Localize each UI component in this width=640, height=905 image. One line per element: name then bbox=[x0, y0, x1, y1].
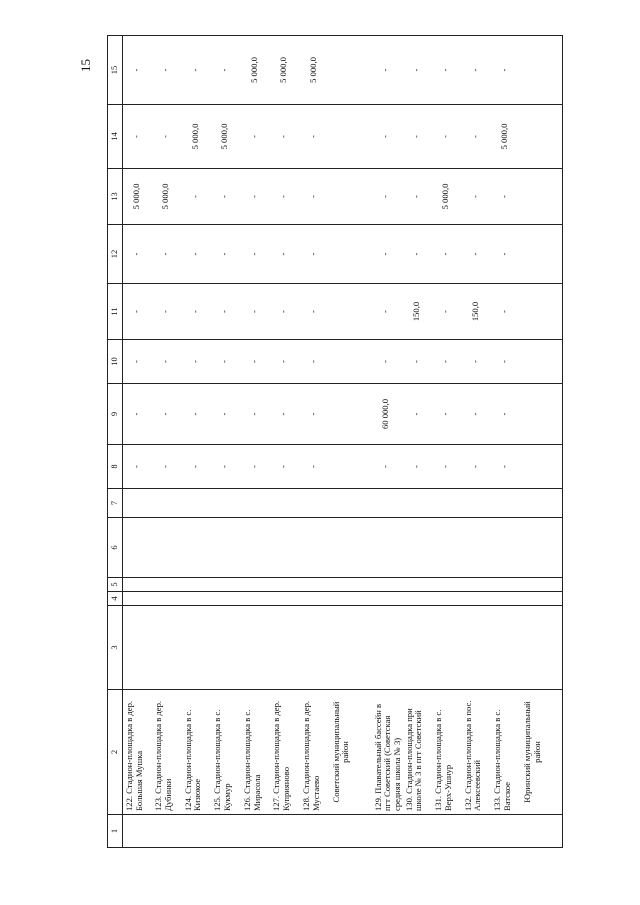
value-cell-col-11: - bbox=[123, 284, 153, 340]
value-cell-col-13: 5 000,0 bbox=[123, 169, 153, 225]
value-cell-col-8: - bbox=[182, 445, 212, 489]
value-cell-col-14: - bbox=[123, 105, 153, 169]
value-cell-col-6 bbox=[521, 518, 563, 578]
value-cell-col-12: - bbox=[432, 225, 462, 284]
value-cell-col-14 bbox=[330, 105, 372, 169]
value-cell-col-13: - bbox=[241, 169, 271, 225]
value-cell-col-9 bbox=[330, 384, 372, 445]
value-cell-col-8: - bbox=[432, 445, 462, 489]
value-cell-col-10: - bbox=[372, 340, 403, 384]
value-cell-col-12: - bbox=[403, 225, 433, 284]
row-stub-cell bbox=[241, 815, 271, 848]
row-stub-cell bbox=[300, 815, 330, 848]
value-cell-col-6 bbox=[330, 518, 372, 578]
value-cell-col-5 bbox=[123, 578, 153, 592]
value-cell-col-9: - bbox=[211, 384, 241, 445]
value-cell-col-4 bbox=[521, 592, 563, 606]
value-cell-col-4 bbox=[152, 592, 182, 606]
object-name: 124. Стадион-площадка в с. Кизюкое bbox=[182, 690, 212, 815]
value-cell-col-9: - bbox=[432, 384, 462, 445]
value-cell-col-8: - bbox=[491, 445, 521, 489]
rotated-table-area bbox=[107, 36, 542, 848]
value-cell-col-6 bbox=[372, 518, 403, 578]
value-cell-col-15: - bbox=[152, 36, 182, 105]
value-cell-col-5 bbox=[182, 578, 212, 592]
value-cell-col-13 bbox=[330, 169, 372, 225]
value-cell-col-13: - bbox=[211, 169, 241, 225]
value-cell-col-15: - bbox=[403, 36, 433, 105]
value-cell-col-15: - bbox=[182, 36, 212, 105]
value-cell-col-8: - bbox=[372, 445, 403, 489]
column-number: 1 bbox=[108, 815, 123, 848]
value-cell-col-13: - bbox=[270, 169, 300, 225]
value-cell-col-6 bbox=[211, 518, 241, 578]
value-cell-col-3 bbox=[491, 606, 521, 690]
value-cell-col-15: 5 000,0 bbox=[300, 36, 330, 105]
value-cell-col-3 bbox=[330, 606, 372, 690]
value-cell-col-4 bbox=[491, 592, 521, 606]
column-number-row bbox=[108, 36, 123, 848]
value-cell-col-4 bbox=[300, 592, 330, 606]
column-number: 5 bbox=[108, 578, 123, 592]
table-row bbox=[403, 36, 433, 848]
value-cell-col-9: - bbox=[403, 384, 433, 445]
value-cell-col-13: - bbox=[403, 169, 433, 225]
value-cell-col-15: - bbox=[491, 36, 521, 105]
district-name: Юринский муниципальный район bbox=[521, 690, 563, 815]
value-cell-col-14: - bbox=[372, 105, 403, 169]
data-table bbox=[107, 35, 563, 848]
value-cell-col-7 bbox=[123, 489, 153, 518]
value-cell-col-4 bbox=[462, 592, 492, 606]
row-stub-cell bbox=[491, 815, 521, 848]
value-cell-col-11: - bbox=[300, 284, 330, 340]
value-cell-col-4 bbox=[372, 592, 403, 606]
value-cell-col-7 bbox=[241, 489, 271, 518]
value-cell-col-14: 5 000,0 bbox=[182, 105, 212, 169]
column-number: 10 bbox=[108, 340, 123, 384]
value-cell-col-14: - bbox=[300, 105, 330, 169]
value-cell-col-7 bbox=[300, 489, 330, 518]
value-cell-col-10: - bbox=[182, 340, 212, 384]
column-number: 6 bbox=[108, 518, 123, 578]
value-cell-col-9: - bbox=[123, 384, 153, 445]
value-cell-col-15: - bbox=[432, 36, 462, 105]
value-cell-col-7 bbox=[491, 489, 521, 518]
value-cell-col-3 bbox=[182, 606, 212, 690]
row-stub-cell bbox=[211, 815, 241, 848]
value-cell-col-7 bbox=[211, 489, 241, 518]
value-cell-col-9 bbox=[521, 384, 563, 445]
table-row bbox=[372, 36, 403, 848]
value-cell-col-7 bbox=[432, 489, 462, 518]
value-cell-col-6 bbox=[403, 518, 433, 578]
value-cell-col-11: - bbox=[152, 284, 182, 340]
value-cell-col-15 bbox=[330, 36, 372, 105]
value-cell-col-10: - bbox=[211, 340, 241, 384]
column-number: 12 bbox=[108, 225, 123, 284]
value-cell-col-6 bbox=[182, 518, 212, 578]
table-row bbox=[491, 36, 521, 848]
value-cell-col-6 bbox=[491, 518, 521, 578]
value-cell-col-8: - bbox=[270, 445, 300, 489]
value-cell-col-8: - bbox=[241, 445, 271, 489]
column-number: 14 bbox=[108, 105, 123, 169]
object-name: 123. Стадион-площадка в дер. Дубинки bbox=[152, 690, 182, 815]
value-cell-col-5 bbox=[432, 578, 462, 592]
value-cell-col-10: - bbox=[123, 340, 153, 384]
table-row bbox=[462, 36, 492, 848]
value-cell-col-11: 150,0 bbox=[462, 284, 492, 340]
value-cell-col-11: - bbox=[432, 284, 462, 340]
row-stub-cell bbox=[152, 815, 182, 848]
value-cell-col-7 bbox=[403, 489, 433, 518]
value-cell-col-4 bbox=[403, 592, 433, 606]
value-cell-col-3 bbox=[462, 606, 492, 690]
value-cell-col-6 bbox=[432, 518, 462, 578]
value-cell-col-9: - bbox=[300, 384, 330, 445]
value-cell-col-10: - bbox=[432, 340, 462, 384]
value-cell-col-6 bbox=[270, 518, 300, 578]
table-body bbox=[123, 36, 563, 848]
value-cell-col-10 bbox=[521, 340, 563, 384]
value-cell-col-9: 60 000,0 bbox=[372, 384, 403, 445]
value-cell-col-10: - bbox=[403, 340, 433, 384]
column-number: 7 bbox=[108, 489, 123, 518]
district-group-row bbox=[521, 36, 563, 848]
value-cell-col-11: - bbox=[491, 284, 521, 340]
value-cell-col-3 bbox=[403, 606, 433, 690]
value-cell-col-12 bbox=[330, 225, 372, 284]
value-cell-col-14: 5 000,0 bbox=[491, 105, 521, 169]
row-stub-cell bbox=[432, 815, 462, 848]
value-cell-col-13: 5 000,0 bbox=[152, 169, 182, 225]
value-cell-col-3 bbox=[152, 606, 182, 690]
value-cell-col-12: - bbox=[491, 225, 521, 284]
object-name: 130. Стадион-площадка при школе № 3 в пгт Советский bbox=[403, 690, 433, 815]
value-cell-col-3 bbox=[123, 606, 153, 690]
value-cell-col-11: - bbox=[211, 284, 241, 340]
value-cell-col-3 bbox=[270, 606, 300, 690]
object-name: 132. Стадион-площадка в пос. Алексеевский bbox=[462, 690, 492, 815]
value-cell-col-15: - bbox=[211, 36, 241, 105]
value-cell-col-11: - bbox=[241, 284, 271, 340]
value-cell-col-15 bbox=[521, 36, 563, 105]
value-cell-col-10 bbox=[330, 340, 372, 384]
value-cell-col-12: - bbox=[372, 225, 403, 284]
table-row bbox=[300, 36, 330, 848]
object-name: 122. Стадион-площадка в дер. Большая Мушка bbox=[123, 690, 153, 815]
value-cell-col-14: - bbox=[432, 105, 462, 169]
row-stub-cell bbox=[330, 815, 372, 848]
column-number: 4 bbox=[108, 592, 123, 606]
object-name: 128. Стадион-площадка в дер. Мустаево bbox=[300, 690, 330, 815]
column-number: 3 bbox=[108, 606, 123, 690]
value-cell-col-5 bbox=[462, 578, 492, 592]
value-cell-col-7 bbox=[462, 489, 492, 518]
value-cell-col-8 bbox=[521, 445, 563, 489]
value-cell-col-10: - bbox=[491, 340, 521, 384]
table-row bbox=[211, 36, 241, 848]
row-stub-cell bbox=[462, 815, 492, 848]
value-cell-col-4 bbox=[330, 592, 372, 606]
value-cell-col-5 bbox=[270, 578, 300, 592]
value-cell-col-3 bbox=[432, 606, 462, 690]
value-cell-col-14: - bbox=[241, 105, 271, 169]
value-cell-col-11: 150,0 bbox=[403, 284, 433, 340]
table-row bbox=[432, 36, 462, 848]
object-name: 126. Стадион-площадка в с. Мирасола bbox=[241, 690, 271, 815]
value-cell-col-3 bbox=[300, 606, 330, 690]
value-cell-col-14 bbox=[521, 105, 563, 169]
value-cell-col-4 bbox=[270, 592, 300, 606]
value-cell-col-8: - bbox=[152, 445, 182, 489]
value-cell-col-12: - bbox=[182, 225, 212, 284]
value-cell-col-8: - bbox=[300, 445, 330, 489]
value-cell-col-4 bbox=[241, 592, 271, 606]
value-cell-col-15: 5 000,0 bbox=[241, 36, 271, 105]
value-cell-col-4 bbox=[211, 592, 241, 606]
value-cell-col-9: - bbox=[491, 384, 521, 445]
object-name: 133. Стадион-площадка в с. Ватское bbox=[491, 690, 521, 815]
row-stub-cell bbox=[372, 815, 403, 848]
row-stub-cell bbox=[182, 815, 212, 848]
table-row bbox=[152, 36, 182, 848]
table-row bbox=[270, 36, 300, 848]
value-cell-col-9: - bbox=[241, 384, 271, 445]
object-name: 125. Стадион-площадка в с. Кукмур bbox=[211, 690, 241, 815]
value-cell-col-13: 5 000,0 bbox=[432, 169, 462, 225]
value-cell-col-8: - bbox=[462, 445, 492, 489]
table-row bbox=[182, 36, 212, 848]
row-stub-cell bbox=[521, 815, 563, 848]
value-cell-col-11: - bbox=[270, 284, 300, 340]
value-cell-col-10: - bbox=[462, 340, 492, 384]
value-cell-col-3 bbox=[241, 606, 271, 690]
value-cell-col-11: - bbox=[182, 284, 212, 340]
value-cell-col-15: 5 000,0 bbox=[270, 36, 300, 105]
row-stub-cell bbox=[270, 815, 300, 848]
value-cell-col-12: - bbox=[152, 225, 182, 284]
value-cell-col-6 bbox=[300, 518, 330, 578]
object-name: 127. Стадион-площадка в дер. Куприяново bbox=[270, 690, 300, 815]
value-cell-col-3 bbox=[372, 606, 403, 690]
value-cell-col-15: - bbox=[123, 36, 153, 105]
object-name: 131. Стадион-площадка в с. Верх-Ушнур bbox=[432, 690, 462, 815]
value-cell-col-5 bbox=[521, 578, 563, 592]
column-number: 13 bbox=[108, 169, 123, 225]
value-cell-col-7 bbox=[152, 489, 182, 518]
value-cell-col-13: - bbox=[372, 169, 403, 225]
value-cell-col-15: - bbox=[462, 36, 492, 105]
value-cell-col-5 bbox=[241, 578, 271, 592]
value-cell-col-13: - bbox=[182, 169, 212, 225]
value-cell-col-8: - bbox=[211, 445, 241, 489]
value-cell-col-13: - bbox=[300, 169, 330, 225]
value-cell-col-5 bbox=[211, 578, 241, 592]
value-cell-col-13 bbox=[521, 169, 563, 225]
value-cell-col-10: - bbox=[241, 340, 271, 384]
column-number: 2 bbox=[108, 690, 123, 815]
value-cell-col-10: - bbox=[152, 340, 182, 384]
value-cell-col-8: - bbox=[403, 445, 433, 489]
value-cell-col-8: - bbox=[123, 445, 153, 489]
value-cell-col-3 bbox=[211, 606, 241, 690]
value-cell-col-5 bbox=[152, 578, 182, 592]
value-cell-col-7 bbox=[372, 489, 403, 518]
value-cell-col-15: - bbox=[372, 36, 403, 105]
value-cell-col-11 bbox=[521, 284, 563, 340]
table-row bbox=[123, 36, 153, 848]
value-cell-col-9: - bbox=[462, 384, 492, 445]
value-cell-col-5 bbox=[330, 578, 372, 592]
column-number: 8 bbox=[108, 445, 123, 489]
value-cell-col-13: - bbox=[491, 169, 521, 225]
column-number: 15 bbox=[108, 36, 123, 105]
value-cell-col-6 bbox=[152, 518, 182, 578]
value-cell-col-5 bbox=[491, 578, 521, 592]
value-cell-col-9: - bbox=[270, 384, 300, 445]
value-cell-col-12: - bbox=[241, 225, 271, 284]
table-row bbox=[241, 36, 271, 848]
value-cell-col-14: - bbox=[152, 105, 182, 169]
value-cell-col-12 bbox=[521, 225, 563, 284]
value-cell-col-6 bbox=[462, 518, 492, 578]
value-cell-col-4 bbox=[182, 592, 212, 606]
value-cell-col-12: - bbox=[211, 225, 241, 284]
column-number: 11 bbox=[108, 284, 123, 340]
page-number: 15 bbox=[78, 59, 93, 72]
district-name: Советский муниципальный район bbox=[330, 690, 372, 815]
value-cell-col-10: - bbox=[300, 340, 330, 384]
value-cell-col-4 bbox=[123, 592, 153, 606]
column-number: 9 bbox=[108, 384, 123, 445]
value-cell-col-6 bbox=[241, 518, 271, 578]
value-cell-col-9: - bbox=[182, 384, 212, 445]
object-name: 129. Плавательный бассейн в пгт Советский (Советская средняя школа № 3) bbox=[372, 690, 403, 815]
value-cell-col-5 bbox=[403, 578, 433, 592]
value-cell-col-4 bbox=[432, 592, 462, 606]
value-cell-col-7 bbox=[521, 489, 563, 518]
value-cell-col-14: 5 000,0 bbox=[211, 105, 241, 169]
value-cell-col-10: - bbox=[270, 340, 300, 384]
row-stub-cell bbox=[403, 815, 433, 848]
value-cell-col-5 bbox=[300, 578, 330, 592]
value-cell-col-13: - bbox=[462, 169, 492, 225]
value-cell-col-14: - bbox=[403, 105, 433, 169]
value-cell-col-9: - bbox=[152, 384, 182, 445]
value-cell-col-12: - bbox=[300, 225, 330, 284]
value-cell-col-14: - bbox=[270, 105, 300, 169]
value-cell-col-7 bbox=[330, 489, 372, 518]
value-cell-col-11 bbox=[330, 284, 372, 340]
value-cell-col-12: - bbox=[123, 225, 153, 284]
district-group-row bbox=[330, 36, 372, 848]
value-cell-col-8 bbox=[330, 445, 372, 489]
value-cell-col-6 bbox=[123, 518, 153, 578]
value-cell-col-14: - bbox=[462, 105, 492, 169]
value-cell-col-3 bbox=[521, 606, 563, 690]
value-cell-col-12: - bbox=[270, 225, 300, 284]
value-cell-col-5 bbox=[372, 578, 403, 592]
value-cell-col-7 bbox=[270, 489, 300, 518]
value-cell-col-7 bbox=[182, 489, 212, 518]
value-cell-col-12: - bbox=[462, 225, 492, 284]
row-stub-cell bbox=[123, 815, 153, 848]
value-cell-col-11: - bbox=[372, 284, 403, 340]
